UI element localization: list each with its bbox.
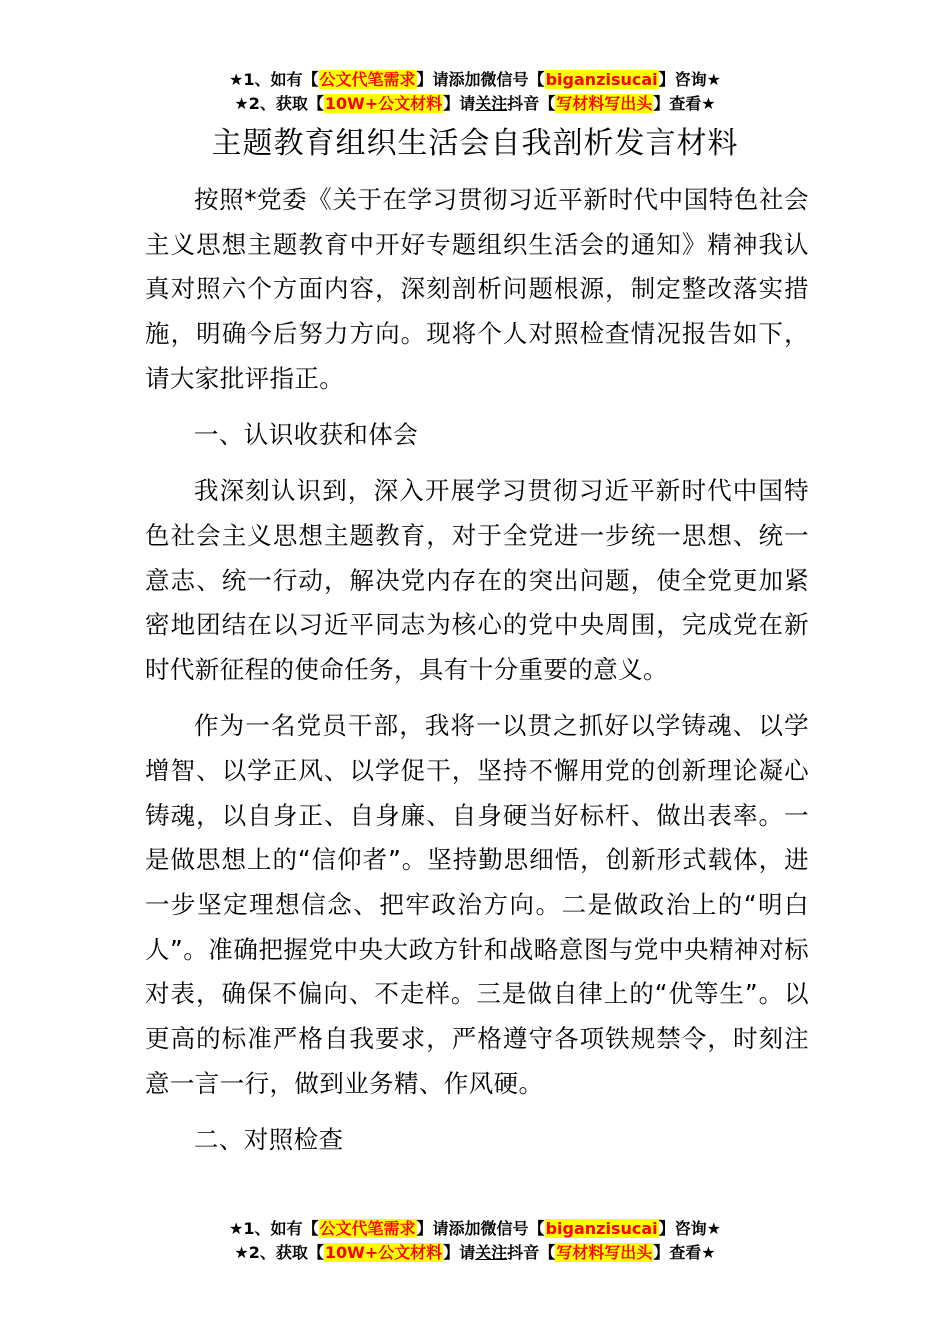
paragraph-understanding: 我深刻认识到，深入开展学习贯彻习近平新时代中国特色社会主义思想主题教育，对于全党进一步统一思想、统一意志、统一行动，解决党内存在的突出问题，使全党更加紧密地团结在以习近平同志为核心的党中央周围，完成党在新时代新征程的使命任务，具有十分重要的意义。 xyxy=(145,476,809,685)
banner-text: 抖音【 xyxy=(507,1243,556,1262)
banner-text: 添加 xyxy=(448,1219,481,1238)
banner-line-2 xyxy=(0,1241,950,1265)
banner-highlight: 写材料写出头 xyxy=(556,1243,653,1262)
banner-text: 】请 xyxy=(416,70,449,89)
document-title: 主题教育组织生活会自我剖析发言材料 xyxy=(211,126,739,161)
banner-text: 】查看★ xyxy=(653,1243,716,1262)
banner-text: ★1、如有【 xyxy=(229,1219,319,1238)
banner-highlight: biganzisucai xyxy=(545,1219,658,1238)
paragraph-commitment: 作为一名党员干部，我将一以贯之抓好以学铸魂、以学增智、以学正风、以学促干，坚持不懈用党的创新理论凝心铸魂，以自身正、自身廉、自身硬当好标杆、做出表率。一是做思想上的“信仰者”。坚持勤思细悟，创新形式载体，进一步坚定理想信念、把牢政治方向。二是做政治上的“明白人”。准确把握党中央大政方针和战略意图与党中央精神对标对表，确保不偏向、不走样。三是做自律上的“优等生”。以更高的标准严格自我要求，严格遵守各项铁规禁令，时刻注意一言一行，做到业务精、作风硬。 xyxy=(145,711,809,1098)
banner-text: ★1、如有【 xyxy=(229,70,319,89)
section-heading-2: 二、对照检查 xyxy=(194,1125,344,1155)
banner-text: 】咨询★ xyxy=(658,1219,721,1238)
banner-text: 】请 xyxy=(416,1219,449,1238)
banner-text: 微信号【 xyxy=(480,1219,545,1238)
banner-text: ★2、获取【 xyxy=(234,1243,324,1262)
banner-line-2 xyxy=(0,92,950,116)
banner-text: 】查看★ xyxy=(653,94,716,113)
paragraph-intro: 按照*党委《关于在学习贯彻习近平新时代中国特色社会主义思想主题教育中开好专题组织生活会的通知》精神我认真对照六个方面内容，深刻剖析问题根源，制定整改落实措施，明确今后努力方向。现将个人对照检查情况报告如下，请大家批评指正。 xyxy=(145,185,809,393)
banner-text: 微信号【 xyxy=(480,70,545,89)
banner-highlight: 公文代笔需求 xyxy=(319,70,416,89)
banner-highlight: 10W+公文材料 xyxy=(324,94,443,113)
banner-highlight: 10W+公文材料 xyxy=(324,1243,443,1262)
banner-text: 】请 xyxy=(443,94,476,113)
banner-highlight: 公文代笔需求 xyxy=(319,1219,416,1238)
document-body xyxy=(145,178,809,1174)
banner-line-1 xyxy=(0,68,950,92)
banner-text: 】咨询★ xyxy=(658,70,721,89)
banner-line-1 xyxy=(0,1217,950,1241)
banner-highlight: 写材料写出头 xyxy=(556,94,653,113)
banner-highlight: biganzisucai xyxy=(545,70,658,89)
banner-text: 】请 xyxy=(443,1243,476,1262)
header-banner xyxy=(0,68,950,116)
banner-text: 关注 xyxy=(475,1243,508,1262)
section-heading-1: 一、认识收获和体会 xyxy=(194,420,419,450)
banner-text: ★2、获取【 xyxy=(234,94,324,113)
banner-text: 添加 xyxy=(448,70,481,89)
banner-text: 关注 xyxy=(475,94,508,113)
banner-text: 抖音【 xyxy=(507,94,556,113)
footer-banner xyxy=(0,1217,950,1265)
